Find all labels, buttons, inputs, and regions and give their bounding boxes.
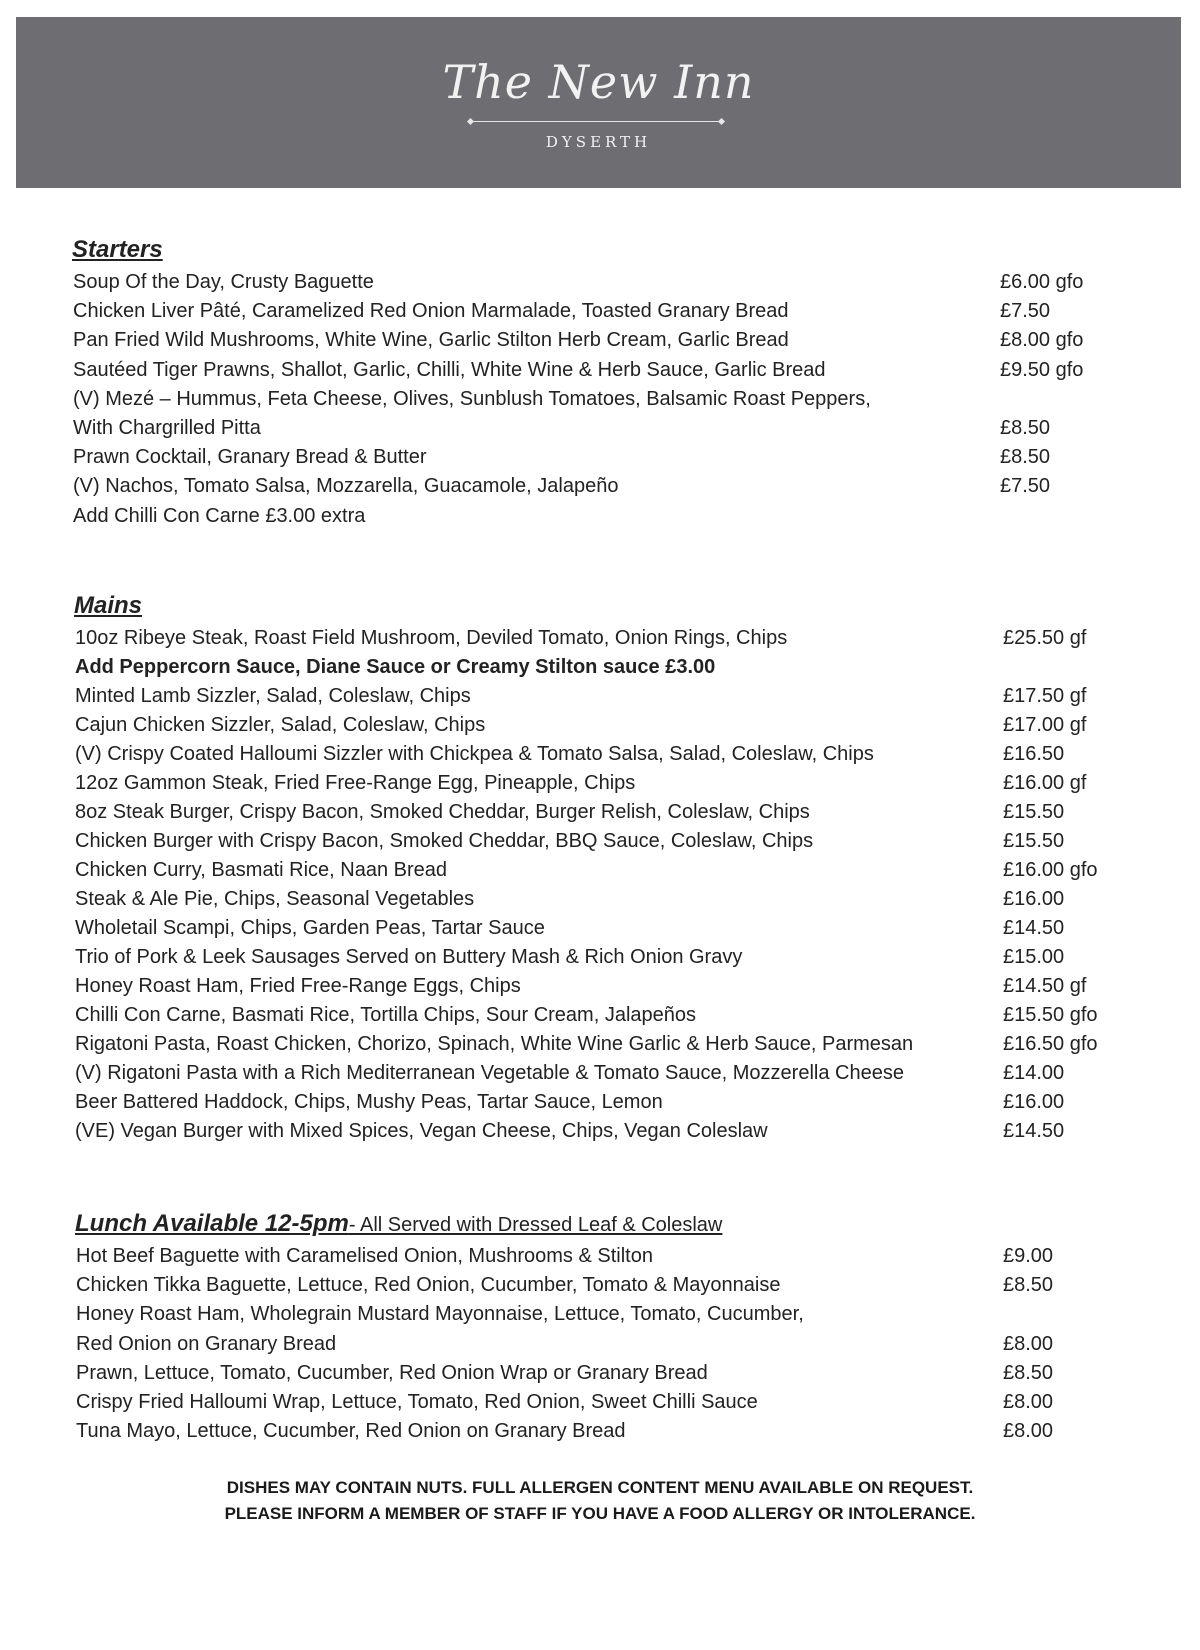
menu-item-name: (V) Mezé – Hummus, Feta Cheese, Olives, Sunblush Tomatoes, Balsamic Roast Peppers,: [73, 387, 871, 410]
header-banner: [16, 17, 1181, 188]
menu-item-price: £8.50: [1000, 446, 1051, 469]
menu-item-name: (VE) Vegan Burger with Mixed Spices, Vegan Cheese, Chips, Vegan Coleslaw: [75, 1120, 768, 1142]
title-divider: [471, 121, 721, 122]
menu-item-name: Add Peppercorn Sauce, Diane Sauce or Creamy Stilton sauce £3.00: [75, 656, 716, 678]
section-title-starters: Starters: [72, 236, 163, 263]
menu-item-name: Beer Battered Haddock, Chips, Mushy Peas, Tartar Sauce, Lemon: [75, 1091, 663, 1113]
menu-item-price: £16.00: [1003, 888, 1065, 910]
allergen-notice: [0, 1475, 1200, 1527]
menu-item-name: Soup Of the Day, Crusty Baguette: [73, 271, 374, 293]
menu-item-name: Chilli Con Carne, Basmati Rice, Tortilla Chips, Sour Cream, Jalapeños: [75, 1004, 696, 1026]
menu-item-price: £16.00 gfo: [1003, 859, 1098, 881]
menu-item-name: Tuna Mayo, Lettuce, Cucumber, Red Onion on Granary Bread: [76, 1420, 626, 1443]
menu-item-price: £15.50: [1003, 801, 1065, 823]
menu-item-price: £6.00 gfo: [1000, 271, 1084, 293]
menu-item-name: Prawn Cocktail, Granary Bread & Butter: [73, 446, 427, 469]
menu-item-price: £7.50: [1000, 475, 1051, 498]
section-title-mains: Mains: [74, 592, 143, 619]
menu-item-price: £16.50: [1003, 743, 1065, 765]
menu-item-name: 8oz Steak Burger, Crispy Bacon, Smoked Cheddar, Burger Relish, Coleslaw, Chips: [75, 801, 810, 823]
menu-item-price: £7.50: [1000, 300, 1051, 323]
section-title-lunch: [75, 1210, 722, 1238]
menu-item-name: Minted Lamb Sizzler, Salad, Coleslaw, Chips: [75, 685, 471, 707]
menu-item-name: Honey Roast Ham, Fried Free-Range Eggs, Chips: [75, 975, 521, 997]
menu-item-name: Hot Beef Baguette with Caramelised Onion, Mushrooms & Stilton: [76, 1245, 653, 1267]
menu-item-price: £15.00: [1003, 946, 1065, 968]
menu-item-price: £9.50 gfo: [1000, 358, 1084, 381]
menu-item-price: £8.50: [1003, 1361, 1054, 1384]
menu-item-price: £16.50 gfo: [1003, 1033, 1098, 1055]
menu-item-name: Rigatoni Pasta, Roast Chicken, Chorizo, Spinach, White Wine Garlic & Herb Sauce, Parmesan: [75, 1033, 914, 1055]
menu-item-price: £14.50: [1003, 1120, 1065, 1142]
menu-item-name: 10oz Ribeye Steak, Roast Field Mushroom, Deviled Tomato, Onion Rings, Chips: [75, 627, 788, 649]
lunch-title: Lunch Available 12-5pm: [75, 1210, 349, 1237]
menu-item-name: 12oz Gammon Steak, Fried Free-Range Egg, Pineapple, Chips: [75, 772, 636, 794]
menu-item-name: Prawn, Lettuce, Tomato, Cucumber, Red Onion Wrap or Granary Bread: [76, 1361, 708, 1384]
menu-item-price: £8.00: [1003, 1391, 1054, 1413]
restaurant-name: The New Inn: [442, 55, 755, 109]
menu-item-name: Red Onion on Granary Bread: [76, 1332, 337, 1355]
menu-item-name: Chicken Tikka Baguette, Lettuce, Red Onion, Cucumber, Tomato & Mayonnaise: [76, 1274, 781, 1297]
menu-item-name: Chicken Liver Pâté, Caramelized Red Onion Marmalade, Toasted Granary Bread: [73, 300, 789, 323]
menu-item-name: Pan Fried Wild Mushrooms, White Wine, Garlic Stilton Herb Cream, Garlic Bread: [73, 329, 789, 352]
menu-item-price: £8.00: [1003, 1420, 1054, 1443]
menu-item-name: Crispy Fried Halloumi Wrap, Lettuce, Tomato, Red Onion, Sweet Chilli Sauce: [76, 1391, 758, 1413]
menu-item-name: Add Chilli Con Carne £3.00 extra: [73, 504, 366, 527]
menu-item-name: Trio of Pork & Leek Sausages Served on Buttery Mash & Rich Onion Gravy: [75, 946, 743, 968]
menu-item-name: (V) Rigatoni Pasta with a Rich Mediterranean Vegetable & Tomato Sauce, Mozzerella Cheese: [75, 1062, 904, 1084]
menu-item-name: Steak & Ale Pie, Chips, Seasonal Vegetables: [75, 888, 475, 910]
lunch-note: - All Served with Dressed Leaf & Coleslaw: [348, 1214, 723, 1236]
menu-item-name: Chicken Burger with Crispy Bacon, Smoked Cheddar, BBQ Sauce, Coleslaw, Chips: [75, 830, 814, 852]
menu-item-price: £8.00: [1003, 1332, 1054, 1355]
menu-item-price: £15.50 gfo: [1003, 1004, 1098, 1026]
menu-item-price: £8.50: [1000, 417, 1051, 439]
menu-item-name: With Chargrilled Pitta: [73, 417, 261, 439]
menu-item-price: £16.00: [1003, 1091, 1065, 1113]
menu-item-name: Honey Roast Ham, Wholegrain Mustard Mayonnaise, Lettuce, Tomato, Cucumber,: [76, 1303, 804, 1326]
menu-item-price: £8.00 gfo: [1000, 329, 1084, 352]
menu-item-price: £9.00: [1003, 1245, 1054, 1267]
menu-item-price: £16.00 gf: [1003, 772, 1087, 794]
menu-item-price: £14.50: [1003, 917, 1065, 939]
menu-item-name: Wholetail Scampi, Chips, Garden Peas, Tartar Sauce: [75, 917, 545, 939]
allergen-line-2: PLEASE INFORM A MEMBER OF STAFF IF YOU HAVE A FOOD ALLERGY OR INTOLERANCE.: [224, 1504, 976, 1523]
menu-item-price: £14.00: [1003, 1062, 1065, 1084]
menu-item-name: (V) Nachos, Tomato Salsa, Mozzarella, Guacamole, Jalapeño: [73, 475, 619, 498]
menu-item-name: Sautéed Tiger Prawns, Shallot, Garlic, Chilli, White Wine & Herb Sauce, Garlic Bread: [73, 358, 826, 381]
allergen-line-1: DISHES MAY CONTAIN NUTS. FULL ALLERGEN CONTENT MENU AVAILABLE ON REQUEST.: [226, 1478, 974, 1497]
menu-item-price: £14.50 gf: [1003, 975, 1087, 997]
menu-item-price: £17.50 gf: [1003, 685, 1087, 707]
menu-item-price: £15.50: [1003, 830, 1065, 852]
restaurant-location: DYSERTH: [545, 133, 652, 151]
menu-item-name: (V) Crispy Coated Halloumi Sizzler with Chickpea & Tomato Salsa, Salad, Coleslaw, Chips: [75, 743, 874, 765]
menu-item-price: £8.50: [1003, 1274, 1054, 1297]
menu-item-name: Cajun Chicken Sizzler, Salad, Coleslaw, Chips: [75, 714, 486, 736]
menu-item-price: £25.50 gf: [1003, 627, 1087, 649]
menu-item-price: £17.00 gf: [1003, 714, 1087, 736]
menu-item-name: Chicken Curry, Basmati Rice, Naan Bread: [75, 859, 447, 881]
